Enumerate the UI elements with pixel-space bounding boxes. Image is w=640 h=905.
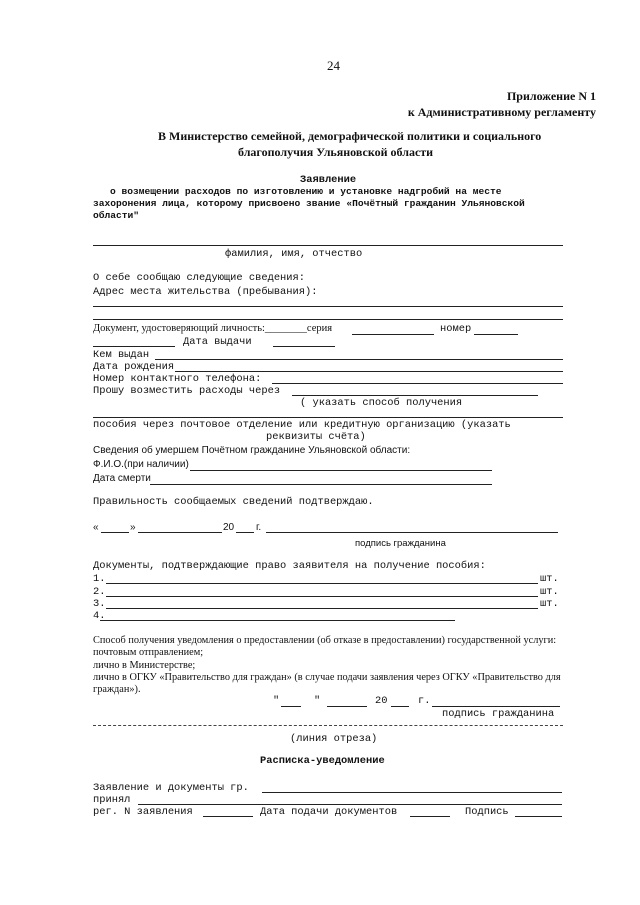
notification-date-close: " xyxy=(314,695,321,707)
notification-signature-line[interactable] xyxy=(432,706,560,707)
birth-date-label: Дата рождения xyxy=(93,361,175,373)
confirmation-year-suffix: г. xyxy=(256,522,262,533)
receipt-submit-date-label: Дата подачи документов xyxy=(260,806,398,818)
cut-line-caption: (линия отреза) xyxy=(290,733,378,745)
application-subject-2: захоронения лица, которому присвоено звание «Почётный гражданин Ульяновской xyxy=(93,198,525,209)
application-subject-1: о возмещении расходов по изготовлению и установке надгробий на месте xyxy=(110,186,502,197)
address-line-1[interactable] xyxy=(93,306,563,307)
issue-date-label: Дата выдачи xyxy=(183,336,252,348)
receipt-submit-date-line[interactable] xyxy=(410,816,450,817)
documents-heading: Документы, подтверждающие право заявителя на получение пособия: xyxy=(93,560,486,572)
document-item-3-number: 3. xyxy=(93,598,106,610)
receipt-from-label: Заявление и документы гр. xyxy=(93,782,249,794)
receipt-from-line[interactable] xyxy=(262,792,562,793)
fio-line[interactable] xyxy=(93,245,563,246)
method-line[interactable] xyxy=(93,417,563,418)
phone-label: Номер контактного телефона: xyxy=(93,373,262,385)
notification-year-line[interactable] xyxy=(391,706,409,707)
notification-year-suffix: г. xyxy=(418,695,431,707)
receipt-title: Расписка-уведомление xyxy=(260,755,385,767)
confirmation-year-line[interactable] xyxy=(236,532,254,533)
confirmation-date-close: » xyxy=(130,522,136,533)
document-item-2-line[interactable] xyxy=(106,596,538,597)
notification-option-post[interactable]: почтовым отправлением; xyxy=(93,647,204,658)
series-line[interactable] xyxy=(352,334,434,335)
account-details: реквизиты счёта) xyxy=(266,431,366,443)
application-title: Заявление xyxy=(300,174,357,186)
cut-line xyxy=(93,725,563,726)
reimburse-via-label: Прошу возместить расходы через xyxy=(93,385,281,397)
fio-caption: фамилия, имя, отчество xyxy=(225,248,363,260)
death-date-line[interactable] xyxy=(150,484,492,485)
notification-option-ministry[interactable]: лично в Министерстве; xyxy=(93,660,196,671)
notification-day-line[interactable] xyxy=(281,706,301,707)
confirmation-date-open: « xyxy=(93,522,99,533)
address-line-2[interactable] xyxy=(93,319,563,320)
document-item-2-number: 2. xyxy=(93,586,106,598)
number-line[interactable] xyxy=(474,334,518,335)
issue-date-line[interactable] xyxy=(273,346,335,347)
receipt-accepted-line[interactable] xyxy=(138,804,562,805)
notification-date-open: " xyxy=(273,695,280,707)
method-caption: ( указать способ получения xyxy=(300,397,463,409)
receipt-reg-no-label: рег. N заявления xyxy=(93,806,193,818)
deceased-fio-line[interactable] xyxy=(190,470,492,471)
deceased-heading: Сведения об умершем Почётном гражданине Ульяновской области: xyxy=(93,445,411,456)
issued-by-label: Кем выдан xyxy=(93,349,150,361)
document-item-3-line[interactable] xyxy=(106,608,538,609)
receipt-signature-label: Подпись xyxy=(465,806,509,818)
addressee-line-2: благополучия Ульяновской области xyxy=(238,145,434,159)
confirmation-year-prefix: 20 xyxy=(223,522,235,533)
address-label: Адрес места жительства (пребывания): xyxy=(93,286,318,298)
notification-option-ogku-cont: граждан»). xyxy=(93,684,141,695)
document-item-2-unit: шт. xyxy=(540,586,559,598)
document-item-4-number: 4. xyxy=(93,610,106,622)
number-label: номер xyxy=(440,323,472,335)
allowance-line: пособия через почтовое отделение или кредитную организацию (указать xyxy=(93,419,511,431)
addressee-line-1: В Министерство семейной, демографической политики и социального xyxy=(158,129,542,143)
confirmation-signature-line[interactable] xyxy=(266,532,558,533)
notification-option-ogku[interactable]: лично в ОГКУ «Правительство для граждан» (в случае подачи заявления через ОГКУ «Правительство для xyxy=(93,672,561,683)
notification-signature-caption: подпись гражданина xyxy=(442,708,555,720)
document-item-1-unit: шт. xyxy=(540,573,559,585)
confirmation-signature-caption: подпись гражданина xyxy=(355,538,446,549)
confirmation-month-line[interactable] xyxy=(138,532,222,533)
notification-month-line[interactable] xyxy=(327,706,367,707)
notification-year-prefix: 20 xyxy=(375,695,388,707)
about-self-label: О себе сообщаю следующие сведения: xyxy=(93,272,306,284)
receipt-signature-line[interactable] xyxy=(515,816,562,817)
document-item-4-line[interactable] xyxy=(100,620,455,621)
death-date-label: Дата смерти xyxy=(93,473,151,484)
reimburse-via-line[interactable] xyxy=(292,395,538,396)
receipt-reg-no-line[interactable] xyxy=(203,816,253,817)
document-item-1-line[interactable] xyxy=(106,583,538,584)
notification-heading: Способ получения уведомления о предоставлении (об отказе в предоставлении) государственной услуги: xyxy=(93,635,557,646)
confirmation-day-line[interactable] xyxy=(101,532,129,533)
application-subject-3: области" xyxy=(93,210,140,221)
deceased-fio-label: Ф.И.О.(при наличии) xyxy=(93,459,189,470)
identity-doc-label: Документ, удостоверяющий личность:________серия xyxy=(93,323,333,334)
page-number: 24 xyxy=(327,58,340,73)
confirmation-text: Правильность сообщаемых сведений подтверждаю. xyxy=(93,496,374,508)
document-item-3-unit: шт. xyxy=(540,598,559,610)
appendix-subtitle: к Административному регламенту xyxy=(407,105,596,119)
document-item-1-number: 1. xyxy=(93,573,106,585)
receipt-accepted-label: принял xyxy=(93,794,131,806)
phone-line[interactable] xyxy=(272,383,563,384)
issued-by-line[interactable] xyxy=(155,359,563,360)
birth-date-line[interactable] xyxy=(175,371,563,372)
doc-extra-line[interactable] xyxy=(93,346,175,347)
appendix-title: Приложение N 1 xyxy=(506,89,596,103)
